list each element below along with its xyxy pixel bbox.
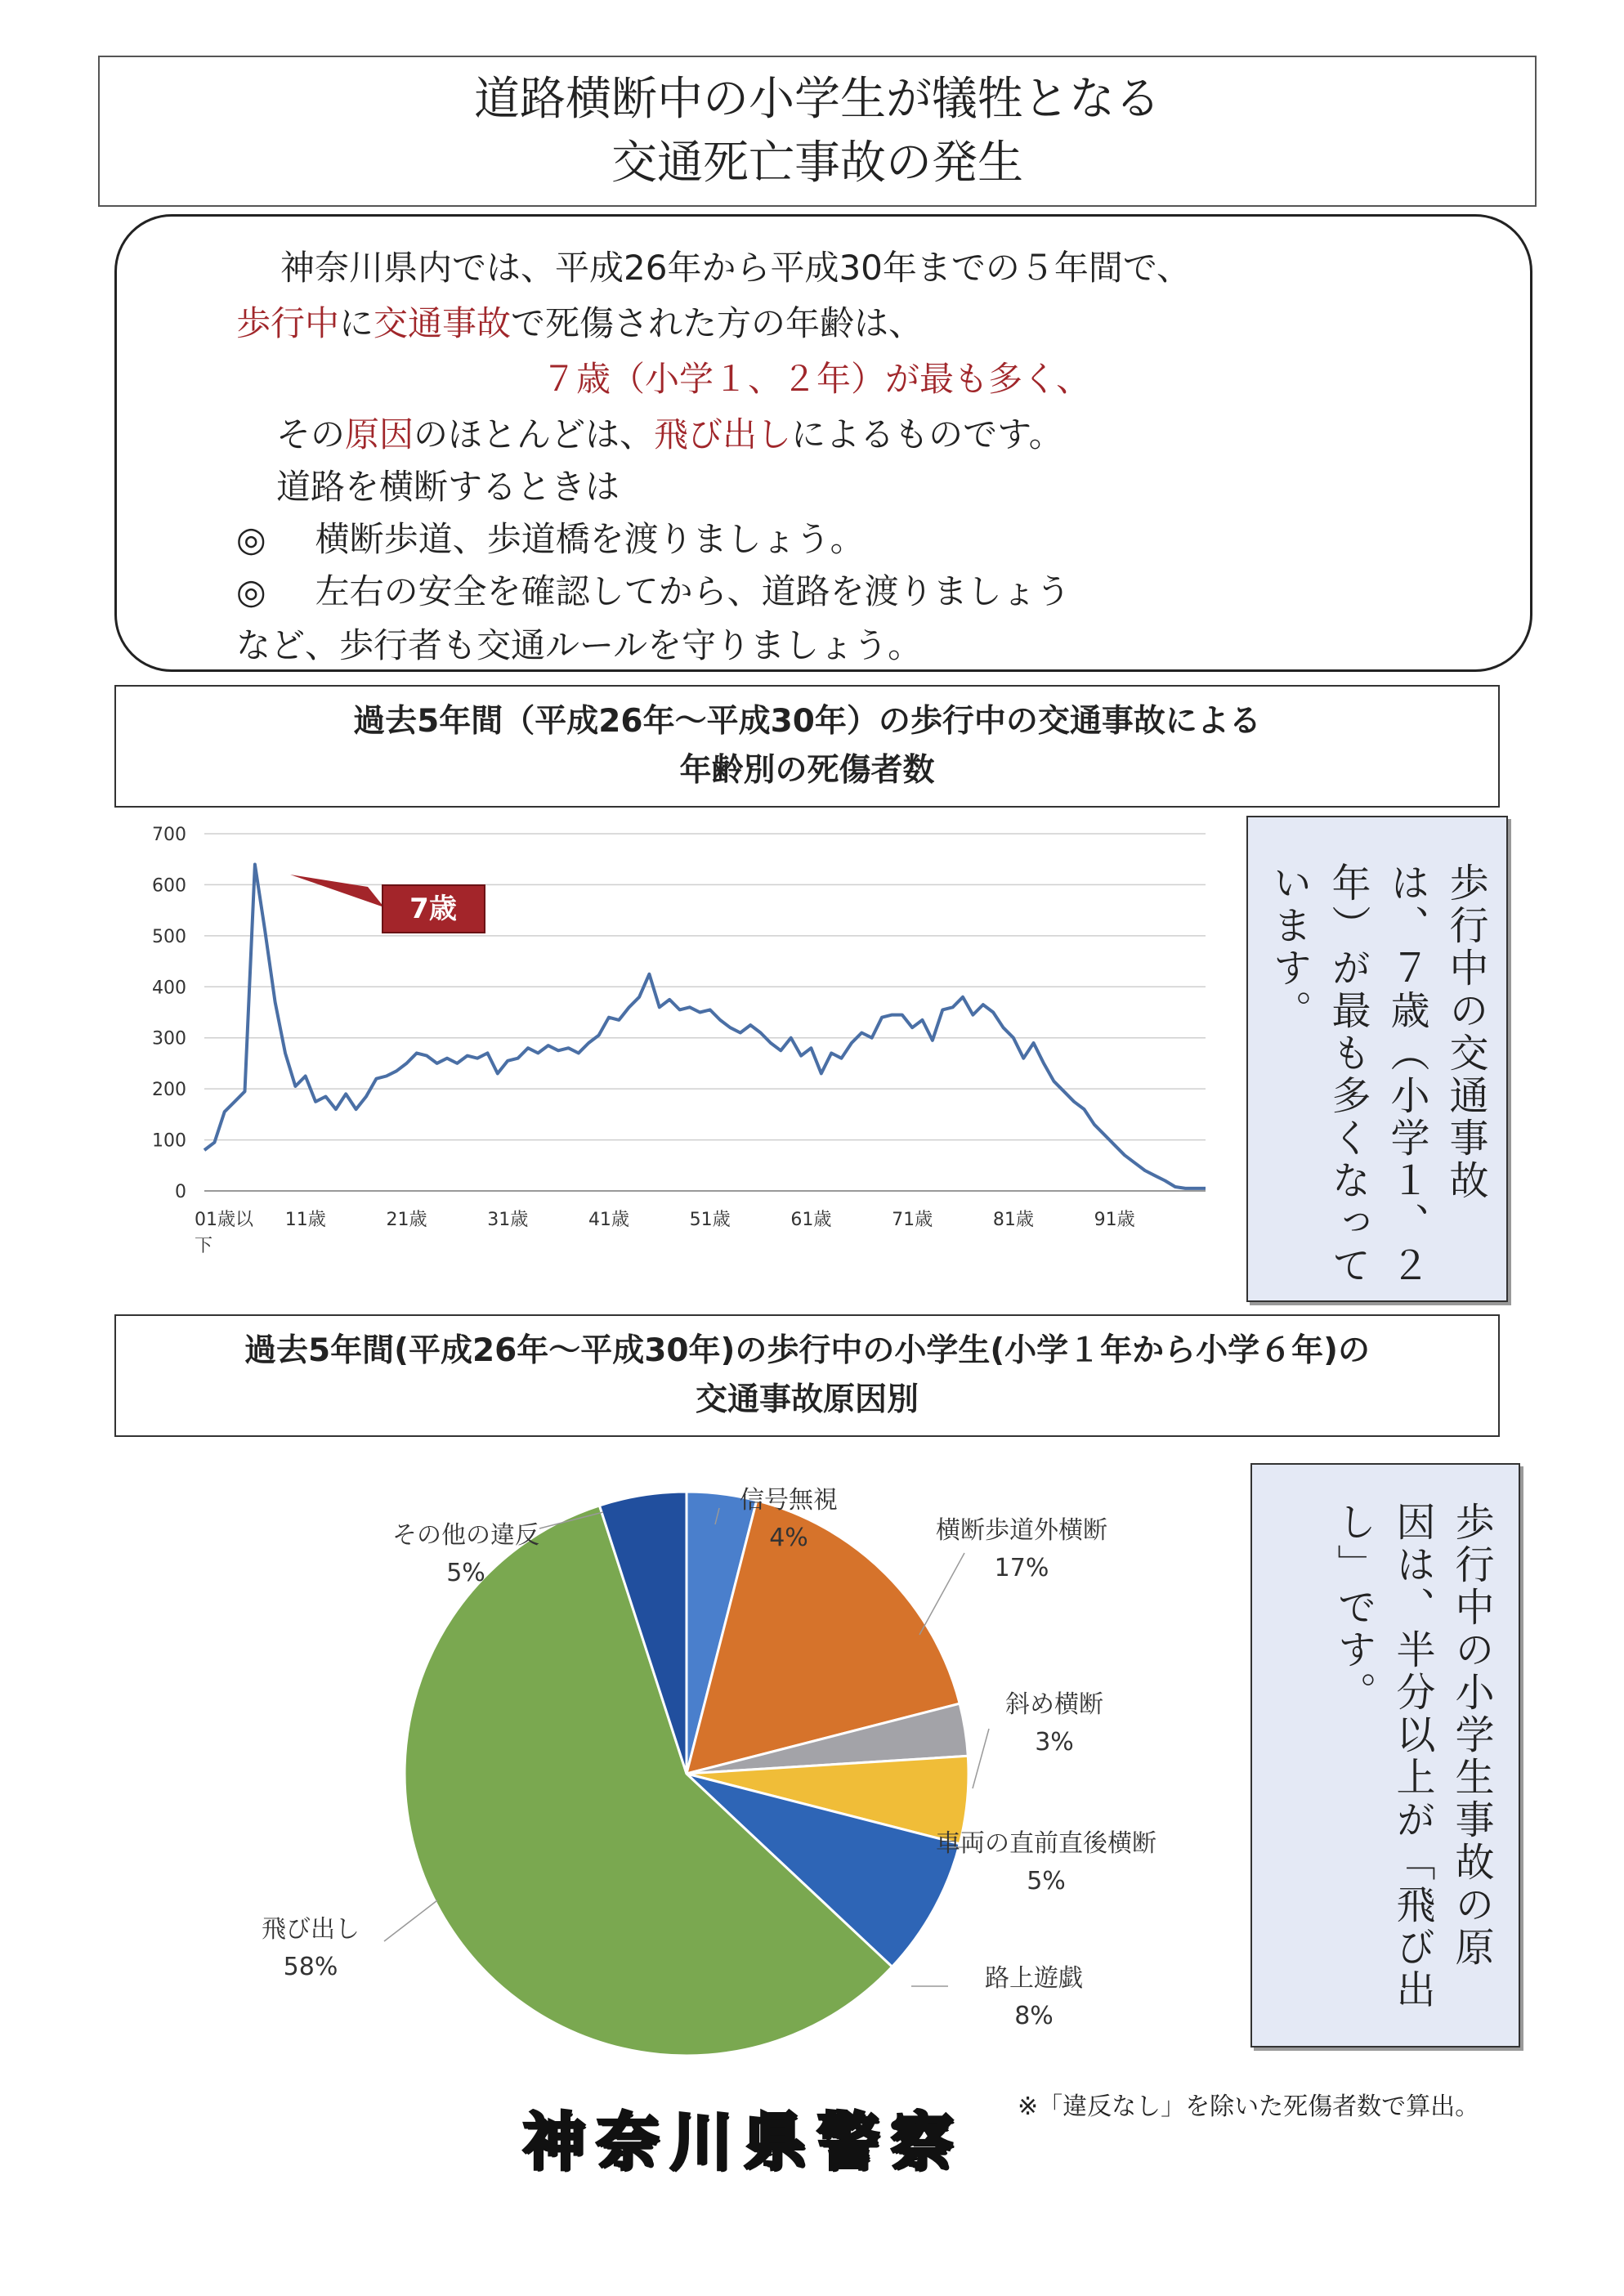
pie-chart-note bbox=[1250, 1463, 1520, 2048]
pie-slices bbox=[405, 1492, 969, 2056]
intro-text: その bbox=[276, 414, 346, 454]
police-logo-text: 神奈川県警察 bbox=[523, 2106, 964, 2178]
age-line-chart bbox=[114, 809, 1226, 1283]
x-tick-label: 61歳 bbox=[790, 1210, 832, 1230]
pie-value-label: 58% bbox=[283, 1953, 338, 1981]
x-tick-label: 31歳 bbox=[487, 1210, 529, 1230]
intro-bullet-2 bbox=[236, 565, 1071, 614]
intro-walking: 歩行中 bbox=[236, 303, 340, 343]
bullet-text: 左右の安全を確認してから、道路を渡りましょう bbox=[315, 571, 1071, 611]
y-tick-label: 400 bbox=[152, 978, 186, 999]
intro-text: によるものです。 bbox=[791, 414, 1063, 454]
y-tick-label: 300 bbox=[152, 1028, 186, 1050]
x-tick-label: 01歳以 bbox=[195, 1210, 253, 1230]
line-chart-header-line-2: 年齢別の死傷者数 bbox=[679, 752, 935, 789]
intro-line-8: など、歩行者も交通ルールを守りましょう。 bbox=[236, 625, 923, 665]
page-title bbox=[98, 56, 1537, 207]
x-tick-label: 11歳 bbox=[284, 1210, 326, 1230]
line-chart-note bbox=[1246, 816, 1508, 1302]
y-tick-label: 600 bbox=[152, 875, 186, 897]
pie-leader-line bbox=[384, 1900, 437, 1941]
intro-bullet-1 bbox=[236, 512, 865, 562]
intro-line-2 bbox=[236, 297, 923, 346]
line-chart-x-ticks bbox=[195, 1210, 1135, 1256]
line-chart-y-ticks bbox=[152, 825, 186, 1202]
line-chart-note-text: 歩行中の交通事故 は、７歳（小学１、２ 年）が最も多くなって います。 bbox=[1266, 862, 1488, 1287]
x-tick-label: 91歳 bbox=[1094, 1210, 1135, 1230]
pie-value-label: 5% bbox=[446, 1559, 485, 1587]
pie-value-label: 8% bbox=[1014, 2002, 1054, 2030]
pie-chart-header-line-1: 過去5年間(平成26年～平成30年)の歩行中の小学生(小学１年から小学６年)の bbox=[244, 1332, 1370, 1369]
x-tick-label: 41歳 bbox=[588, 1210, 629, 1230]
x-tick-label: 21歳 bbox=[386, 1210, 427, 1230]
pie-leader-line bbox=[973, 1729, 989, 1788]
x-tick-label: 71歳 bbox=[892, 1210, 933, 1230]
pie-category-label: 飛び出し bbox=[262, 1915, 360, 1944]
footnote: ※「違反なし」を除いた死傷者数で算出。 bbox=[1018, 2092, 1480, 2121]
title-line-1: 道路横断中の小学生が犠牲となる bbox=[474, 72, 1161, 126]
intro-traffic-accident: 交通事故 bbox=[374, 303, 512, 343]
y-tick-label: 700 bbox=[152, 825, 186, 845]
intro-text: のほとんどは、 bbox=[414, 414, 655, 454]
title-line-2: 交通死亡事故の発生 bbox=[611, 136, 1023, 190]
y-tick-label: 0 bbox=[175, 1182, 186, 1202]
line-chart-header bbox=[114, 685, 1500, 808]
y-tick-label: 500 bbox=[152, 926, 186, 947]
y-tick-label: 100 bbox=[152, 1130, 186, 1152]
x-tick-label-wrap: 下 bbox=[195, 1236, 213, 1256]
intro-cause: 原因 bbox=[345, 414, 414, 454]
pie-category-label: 斜め横断 bbox=[1005, 1690, 1103, 1719]
x-tick-label: 81歳 bbox=[992, 1210, 1034, 1230]
cause-pie-chart bbox=[114, 1463, 1226, 2084]
intro-darting-out: 飛び出し bbox=[654, 414, 792, 454]
intro-line-3: ７歳（小学１、２年）が最も多く、 bbox=[542, 359, 1091, 399]
pie-chart-header-line-2: 交通事故原因別 bbox=[695, 1381, 919, 1418]
pie-chart-note-text: 歩行中の小学生事故の原 因は、半分以上が「飛び出 し」です。 bbox=[1331, 1502, 1494, 2012]
intro-line-4 bbox=[276, 408, 1063, 457]
pie-category-label: 車両の直前直後横断 bbox=[936, 1829, 1156, 1858]
pie-category-label: その他の違反 bbox=[392, 1521, 539, 1550]
pie-category-label: 信号無視 bbox=[740, 1486, 838, 1515]
bullet-mark: ◎ bbox=[236, 571, 266, 611]
intro-line-1: 神奈川県内では、平成26年から平成30年までの５年間で、 bbox=[280, 248, 1192, 288]
bullet-mark: ◎ bbox=[236, 519, 266, 559]
pie-value-label: 3% bbox=[1035, 1728, 1074, 1757]
pie-leader-line bbox=[919, 1553, 964, 1635]
line-chart-header-line-1: 過去5年間（平成26年～平成30年）の歩行中の交通事故による bbox=[353, 703, 1261, 740]
x-tick-label: 51歳 bbox=[689, 1210, 731, 1230]
pie-value-label: 17% bbox=[994, 1554, 1049, 1582]
pie-value-label: 5% bbox=[1027, 1867, 1066, 1895]
bullet-text: 横断歩道、歩道橋を渡りましょう。 bbox=[315, 519, 865, 559]
intro-box bbox=[114, 214, 1532, 672]
pie-chart-header bbox=[114, 1314, 1500, 1437]
pie-category-label: 横断歩道外横断 bbox=[936, 1516, 1107, 1545]
intro-text: で死傷された方の年齢は、 bbox=[511, 303, 924, 343]
intro-text: に bbox=[339, 303, 374, 343]
callout-pointer bbox=[290, 875, 384, 907]
pie-category-label: 路上遊戯 bbox=[985, 1964, 1083, 1993]
y-tick-label: 200 bbox=[152, 1080, 186, 1101]
intro-line-5: 道路を横断するときは bbox=[276, 467, 620, 507]
pie-value-label: 4% bbox=[769, 1524, 808, 1552]
callout-label: 7歳 bbox=[409, 893, 457, 925]
